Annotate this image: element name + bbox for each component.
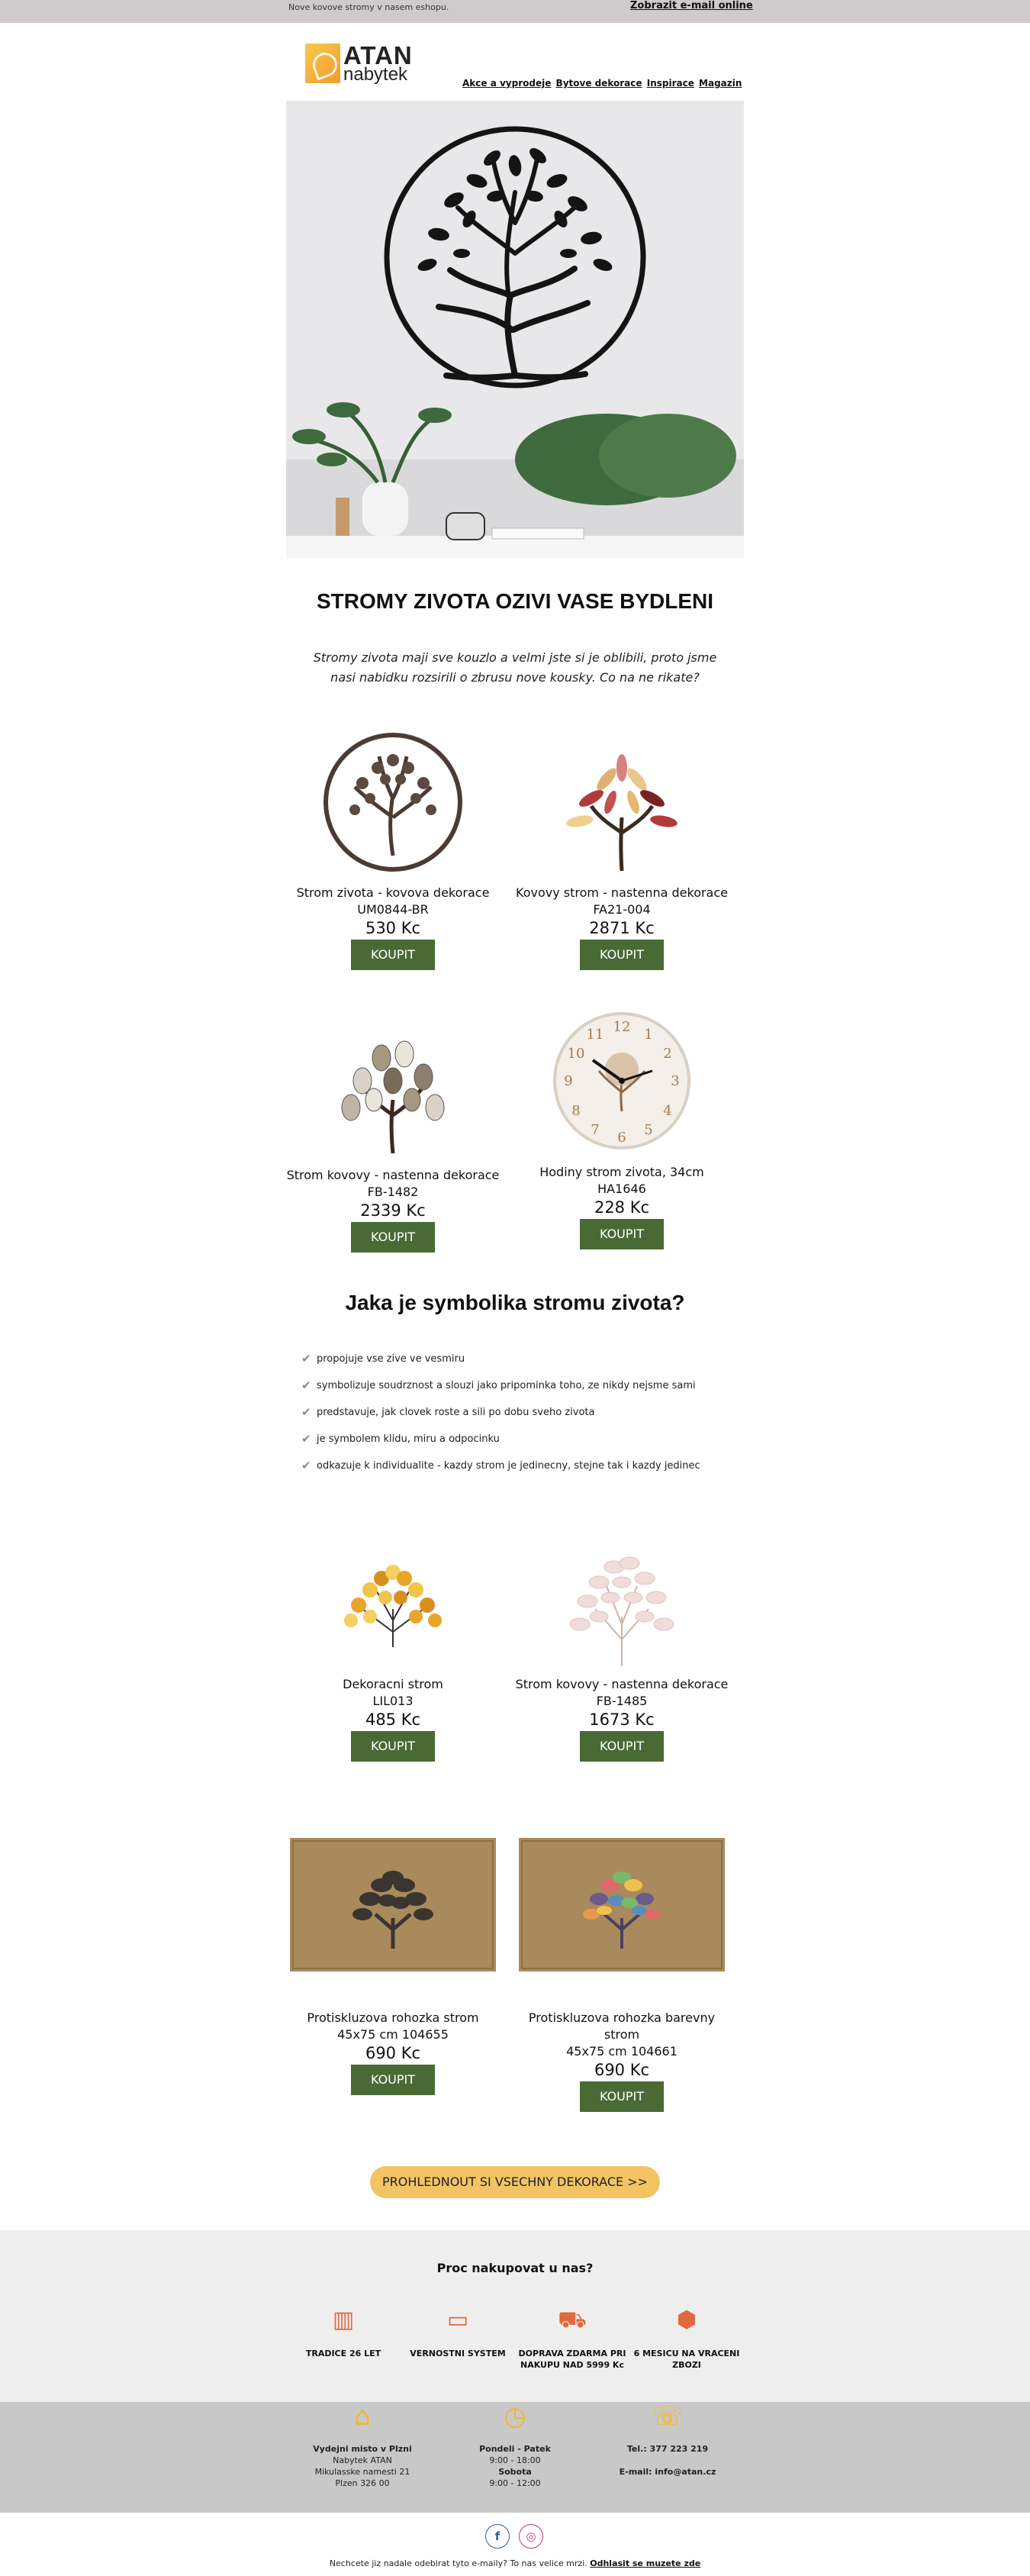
- tree-autumn-leaves-image: [546, 726, 698, 879]
- buy-button[interactable]: KOUPIT: [580, 1219, 664, 1249]
- store-title: Vydejni misto v Plzni: [313, 2444, 412, 2454]
- contact-section: [0, 2402, 1030, 2513]
- product-image[interactable]: [317, 1008, 469, 1161]
- delivery-icon: ⛟: [558, 2307, 587, 2333]
- why-item-loyalty: ▭ VERNOSTNI SYSTEM: [401, 2307, 515, 2359]
- product-price: 228 Kc: [594, 1198, 650, 1217]
- svg-text:11: 11: [586, 1027, 604, 1043]
- return-box-icon: ⬢: [676, 2307, 697, 2333]
- product-image[interactable]: [290, 1838, 496, 1971]
- contact-phone-email: [591, 2401, 744, 2478]
- product-card: [286, 1517, 500, 1762]
- product-price: 690 Kc: [365, 2044, 421, 2062]
- why-item-returns: ⬢ 6 MESICU NA VRACENI ZBOZI: [629, 2307, 744, 2371]
- svg-text:1: 1: [644, 1027, 653, 1043]
- buy-button[interactable]: KOUPIT: [351, 940, 435, 970]
- svg-text:10: 10: [567, 1046, 585, 1062]
- view-all-decorations-button[interactable]: PROHLEDNOUT SI VSECHNY DEKORACE >>: [370, 2166, 660, 2198]
- product-code: HA1646: [597, 1182, 646, 1196]
- why-us-section: [0, 2230, 1030, 2402]
- product-price: 1673 Kc: [589, 1710, 655, 1729]
- check-icon: ✔: [301, 1405, 311, 1419]
- facebook-icon[interactable]: f: [485, 2524, 510, 2549]
- svg-text:4: 4: [663, 1103, 672, 1119]
- why-item-tradition: ▥ TRADICE 26 LET: [286, 2307, 401, 2359]
- logo-mark-icon: [305, 44, 340, 83]
- check-icon: ✔: [301, 1378, 311, 1392]
- product-name: Strom zivota - kovova dekorace: [296, 885, 490, 900]
- clock-tree-image: [546, 1008, 698, 1161]
- doormat-tree-image: [290, 1838, 496, 1971]
- product-card: [286, 1838, 500, 2095]
- symbol-list: [301, 1346, 744, 1479]
- intro-text: Stromy zivota maji sve kouzlo a velmi jste si je oblibili, proto jsme nasi nabidku rozsirili o zbrusu nove kousky. Co na ne rikate?: [313, 650, 717, 685]
- check-icon: ✔: [301, 1352, 311, 1365]
- phone-icon: ☏: [651, 2401, 684, 2432]
- nav-link-inspirace[interactable]: Inspirace: [646, 78, 694, 89]
- svg-text:8: 8: [571, 1103, 581, 1119]
- preheader-bar: [0, 0, 1030, 23]
- svg-text:6: 6: [617, 1130, 626, 1146]
- spacer: [0, 2568, 1030, 2576]
- product-code: FB-1485: [596, 1694, 648, 1708]
- logo-word-nabytek: nabytek: [343, 64, 408, 85]
- product-name: Dekoracni strom: [343, 1677, 443, 1691]
- nav-link-akce[interactable]: Akce a vyprodeje: [462, 78, 552, 89]
- product-card: [286, 726, 500, 970]
- buy-button[interactable]: KOUPIT: [580, 2081, 664, 2112]
- buy-button[interactable]: KOUPIT: [351, 1731, 435, 1762]
- social-links: [0, 2513, 1030, 2558]
- top-nav: [462, 78, 743, 89]
- list-item: ✔ odkazuje k individualite - kazdy strom je jedinecny, stejne tak i kazdy jedinec: [301, 1452, 744, 1479]
- instagram-icon[interactable]: ◎: [519, 2524, 543, 2549]
- hero-illustration: [286, 101, 744, 559]
- list-item: ✔ propojuje vse zive ve vesmiru: [301, 1346, 744, 1372]
- product-image[interactable]: [519, 1838, 725, 1971]
- email-body: [286, 23, 744, 2230]
- product-name: Protiskluzova rohozka strom: [307, 2010, 479, 2025]
- why-us-title: Proc nakupovat u nas?: [436, 2261, 594, 2275]
- list-item: ✔ predstavuje, jak clovek roste a sili po dobu sveho zivota: [301, 1399, 744, 1426]
- product-name: Kovovy strom - nastenna dekorace: [516, 885, 728, 900]
- product-image[interactable]: [546, 1517, 698, 1670]
- spacer: [286, 2198, 744, 2230]
- preheader-text: Nove kovove stromy v nasem eshopu.: [288, 2, 449, 12]
- product-code: FA21-004: [593, 902, 651, 917]
- product-card: [515, 1008, 729, 1249]
- svg-text:3: 3: [671, 1073, 680, 1089]
- product-name: Strom kovovy - nastenna dekorace: [515, 1677, 729, 1691]
- why-item-free-delivery: ⛟ DOPRAVA ZDARMA PRI NAKUPU NAD 5999 Kc: [515, 2307, 629, 2371]
- nav-link-dekorace[interactable]: Bytove dekorace: [555, 78, 642, 89]
- product-name: Protiskluzova rohozka barevny strom: [528, 2010, 716, 2042]
- tree-circle-bronze-image: [317, 726, 469, 879]
- list-item: ✔ je symbolem klidu, miru a odpocinku: [301, 1426, 744, 1452]
- view-online-link[interactable]: Zobrazit e-mail online: [630, 0, 753, 11]
- hero-image[interactable]: [286, 101, 744, 559]
- product-card: [515, 1838, 729, 2112]
- main-headline: STROMY ZIVOTA OZIVI VASE BYDLENI: [316, 589, 714, 613]
- tree-shell-leaves-image: [317, 1008, 469, 1161]
- product-price: 2339 Kc: [360, 1201, 426, 1220]
- product-row-2: [286, 1008, 744, 1291]
- check-icon: ✔: [301, 1459, 311, 1472]
- product-code: 45x75 cm 104661: [566, 2044, 678, 2059]
- svg-text:2: 2: [663, 1046, 672, 1062]
- product-price: 2871 Kc: [589, 919, 655, 937]
- product-row-1: [286, 726, 744, 1008]
- product-code: UM0844-BR: [357, 902, 429, 917]
- product-image[interactable]: [546, 1008, 698, 1161]
- logo-word-atan: ATAN: [343, 41, 413, 69]
- header: [286, 23, 744, 101]
- product-code: 45x75 cm 104655: [337, 2027, 449, 2042]
- buy-button[interactable]: KOUPIT: [351, 2065, 435, 2095]
- product-code: FB-1482: [367, 1185, 419, 1199]
- svg-text:7: 7: [591, 1122, 600, 1138]
- buy-button[interactable]: KOUPIT: [351, 1222, 435, 1253]
- svg-text:9: 9: [564, 1073, 573, 1089]
- atan-logo[interactable]: [305, 43, 423, 85]
- unsubscribe-link[interactable]: Odhlasit se muzete zde: [590, 2558, 701, 2568]
- tree-golden-image: [317, 1517, 469, 1670]
- product-row-3: [286, 1517, 744, 1800]
- product-name: Hodiny strom zivota, 34cm: [539, 1165, 704, 1179]
- list-item: ✔ symbolizuje soudrznost a slouzi jako pripominka toho, ze nikdy nejsme sami: [301, 1372, 744, 1399]
- unsubscribe-line: Nechcete jiz nadale odebirat tyto e-maily? To nas velice mrzi. Odhlasit se muzete zde: [329, 2558, 701, 2568]
- product-card: [515, 1517, 729, 1762]
- tree-pink-image: [546, 1517, 698, 1670]
- product-card: [286, 1008, 500, 1253]
- spacer: [286, 2136, 744, 2166]
- product-image[interactable]: [317, 726, 469, 879]
- phone-link[interactable]: Tel.: 377 223 219: [626, 2444, 709, 2454]
- check-icon: ✔: [301, 1432, 311, 1446]
- contact-store: ⌂ Vydejni misto v Plzni Nabytek ATAN Mikulasske namesti 21 Plzen 326 00: [286, 2411, 439, 2489]
- building-icon: ▥: [332, 2307, 355, 2333]
- product-image[interactable]: [317, 1517, 469, 1670]
- product-code: LIL013: [372, 1694, 414, 1708]
- doormat-colorful-tree-image: [519, 1838, 725, 1971]
- product-price: 530 Kc: [365, 919, 421, 937]
- svg-text:12: 12: [613, 1019, 631, 1035]
- buy-button[interactable]: KOUPIT: [580, 1731, 664, 1762]
- product-price: 690 Kc: [594, 2061, 650, 2079]
- product-image[interactable]: [546, 726, 698, 879]
- product-row-4: [286, 1838, 744, 2136]
- buy-button[interactable]: KOUPIT: [580, 940, 664, 970]
- product-name: Strom kovovy - nastenna dekorace: [286, 1168, 500, 1182]
- product-price: 485 Kc: [365, 1710, 421, 1729]
- email-link[interactable]: E-mail: info@atan.cz: [619, 2467, 716, 2477]
- laptop-icon: ▭: [446, 2307, 469, 2333]
- symbol-heading: Jaka je symbolika stromu zivota?: [345, 1291, 685, 1314]
- svg-text:5: 5: [644, 1122, 653, 1138]
- contact-hours: ◷ Pondeli - Patek 9:00 - 18:00 Sobota 9:00 - 12:00: [439, 2411, 591, 2489]
- product-card: [515, 726, 729, 970]
- nav-link-magazin[interactable]: Magazin: [699, 78, 742, 89]
- clock-icon: ◷: [504, 2401, 526, 2432]
- home-icon: ⌂: [354, 2401, 371, 2432]
